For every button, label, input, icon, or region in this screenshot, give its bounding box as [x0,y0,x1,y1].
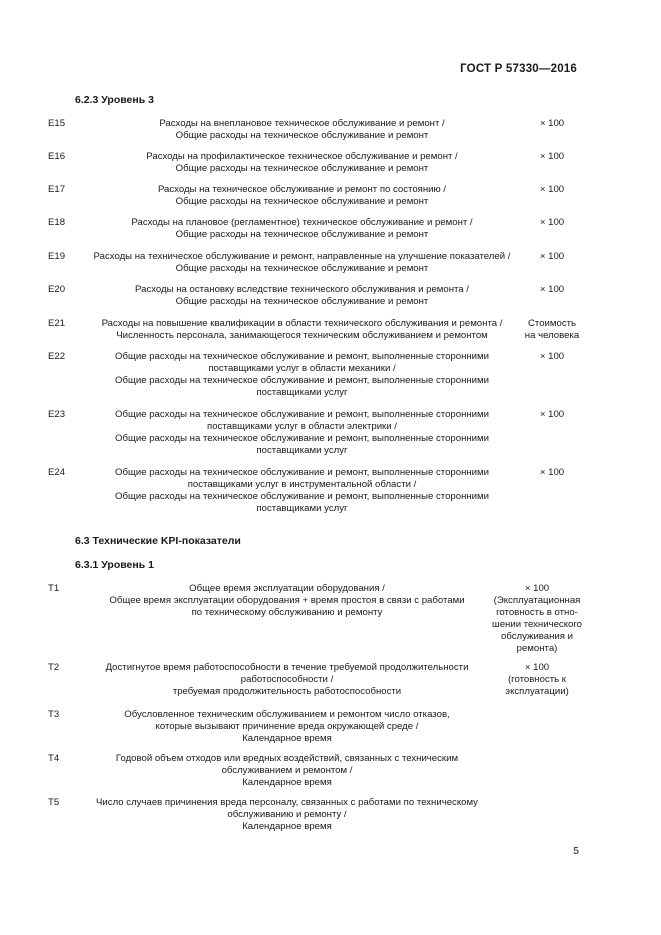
indicator-code: T2 [48,662,60,673]
indicator-formula [82,284,522,308]
formula-line: Общие расходы на техническое обслуживание и ремонт, выполненные сторонними [115,375,489,386]
indicator-code: E23 [48,409,66,420]
indicator-code: T1 [48,583,60,594]
indicator-formula [82,318,522,342]
multiplier-line: ремонта) [516,643,558,654]
indicator-formula [82,662,492,698]
formula-line: Общее время эксплуатации оборудования + время простоя в связи с работами [109,595,465,606]
formula-line: Расходы на профилактическое техническое обслуживание и ремонт / [146,151,458,162]
multiplier-line: шении технического [492,619,582,630]
page-number: 5 [573,845,579,857]
section-heading-6-2-3: 6.2.3 Уровень 3 [75,94,154,106]
indicator-formula [82,184,522,208]
formula-line: поставщиками услуг [256,445,348,456]
formula-line: Общие расходы на техническое обслуживание и ремонт, выполненные сторонними [115,491,489,502]
section-heading-6-3-1: 6.3.1 Уровень 1 [75,559,154,571]
indicator-multiplier [517,284,587,296]
formula-line: работоспособности / [240,674,334,685]
multiplier-line: Стоимость [527,318,577,329]
indicator-formula [82,797,492,833]
formula-line: Расходы на остановку вследствие технического обслуживания и ремонта / [135,284,469,295]
formula-line: Численность персонала, занимающегося техническим обслуживанием и ремонтом [116,330,488,341]
multiplier-line: × 100 [539,151,565,162]
formula-line: Расходы на внеплановое техническое обслуживание и ремонт / [159,118,445,129]
indicator-multiplier [517,351,587,363]
multiplier-line: × 100 [539,118,565,129]
multiplier-line: × 100 [539,184,565,195]
indicator-formula [82,753,492,789]
indicator-formula [82,118,522,142]
formula-line: Общие расходы на техническое обслуживание и ремонт, выполненные сторонними [115,409,489,420]
indicator-code: T4 [48,753,60,764]
multiplier-line: готовность в отно- [496,607,578,618]
indicator-multiplier [517,184,587,196]
formula-line: обслуживанию и ремонту / [227,809,347,820]
multiplier-line: (готовность к [507,674,566,685]
formula-line: поставщиками услуг [256,387,348,398]
formula-line: Общее время эксплуатации оборудования / [189,583,385,594]
indicator-multiplier [517,251,587,263]
indicator-code: T3 [48,709,60,720]
indicator-formula [82,251,522,275]
indicator-multiplier [517,151,587,163]
indicator-multiplier [517,318,587,342]
indicator-multiplier [517,409,587,421]
formula-line: требуемая продолжительность работоспособности [172,686,402,697]
formula-line: поставщиками услуг в инструментальной области / [187,479,417,490]
standard-designation: ГОСТ Р 57330—2016 [460,63,577,75]
indicator-formula [82,583,492,619]
multiplier-line: × 100 [524,583,550,594]
formula-line: поставщиками услуг в области механики / [208,363,396,374]
indicator-code: E21 [48,318,66,329]
indicator-multiplier [517,217,587,229]
formula-line: Расходы на техническое обслуживание и ремонт, направленные на улучшение показателей / [93,251,511,262]
formula-line: Расходы на повышение квалификации в области технического обслуживания и ремонта / [101,318,503,329]
indicator-multiplier [517,467,587,479]
indicator-code: E20 [48,284,66,295]
formula-line: Достигнутое время работоспособности в течение требуемой продолжительности [105,662,469,673]
indicator-formula [82,151,522,175]
multiplier-line: × 100 [524,662,550,673]
multiplier-line: × 100 [539,284,565,295]
formula-line: поставщиками услуг в области электрики / [207,421,397,432]
formula-line: Общие расходы на техническое обслуживание и ремонт [175,163,429,174]
formula-line: Календарное время [242,777,332,788]
multiplier-line: × 100 [539,467,565,478]
indicator-multiplier [487,583,587,655]
formula-line: обслуживанием и ремонтом / [221,765,353,776]
multiplier-line: на человека [524,330,580,341]
indicator-multiplier [517,118,587,130]
indicator-formula [82,351,522,399]
formula-line: Обусловленное техническим обслуживанием и ремонтом число отказов, [124,709,450,720]
formula-line: по техническому обслуживанию и ремонту [191,607,383,618]
indicator-multiplier [487,662,587,698]
formula-line: Число случаев причинения вреда персоналу, связанных с работами по техническому [96,797,478,808]
formula-line: Календарное время [242,733,332,744]
indicator-code: T5 [48,797,60,808]
indicator-formula [82,709,492,745]
indicator-code: E18 [48,217,66,228]
indicator-code: E16 [48,151,66,162]
formula-line: Общие расходы на техническое обслуживание и ремонт [175,296,429,307]
multiplier-line: эксплуатации) [505,686,569,697]
formula-line: Общие расходы на техническое обслуживание и ремонт, выполненные сторонними [115,467,489,478]
formula-line: поставщиками услуг [256,503,348,514]
multiplier-line: × 100 [539,251,565,262]
formula-line: Годовой объем отходов или вредных воздействий, связанных с техническим [115,753,459,764]
section-heading-6-3: 6.3 Технические KPI-показатели [75,535,241,547]
formula-line: Общие расходы на техническое обслуживание и ремонт [175,196,429,207]
multiplier-line: (Эксплуатационная [493,595,581,606]
indicator-code: E17 [48,184,66,195]
indicator-code: E22 [48,351,66,362]
indicator-code: E15 [48,118,66,129]
formula-line: Общие расходы на техническое обслуживание и ремонт [175,229,429,240]
multiplier-line: × 100 [539,351,565,362]
formula-line: Расходы на техническое обслуживание и ремонт по состоянию / [157,184,447,195]
multiplier-line: обслуживания и [501,631,573,642]
indicator-formula [82,467,522,515]
formula-line: Общие расходы на техническое обслуживание и ремонт, выполненные сторонними [115,433,489,444]
multiplier-line: × 100 [539,409,565,420]
indicator-formula [82,217,522,241]
indicator-code: E24 [48,467,66,478]
formula-line: которые вызывают причинение вреда окружающей среде / [155,721,419,732]
formula-line: Общие расходы на техническое обслуживание и ремонт, выполненные сторонними [115,351,489,362]
multiplier-line: × 100 [539,217,565,228]
formula-line: Календарное время [242,821,332,832]
formula-line: Расходы на плановое (регламентное) техническое обслуживание и ремонт / [131,217,473,228]
indicator-code: E19 [48,251,66,262]
formula-line: Общие расходы на техническое обслуживание и ремонт [175,130,429,141]
indicator-formula [82,409,522,457]
formula-line: Общие расходы на техническое обслуживание и ремонт [175,263,429,274]
